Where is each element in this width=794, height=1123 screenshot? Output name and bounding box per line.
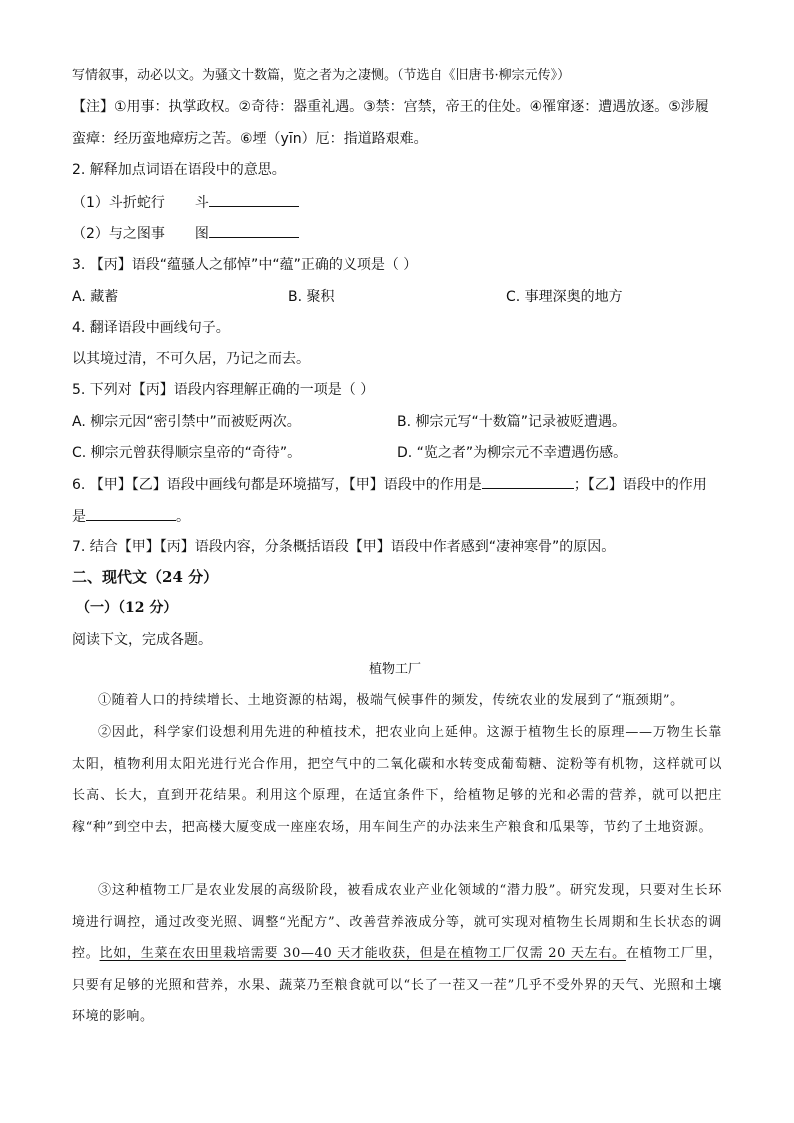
q3-option-a[interactable]: A. 藏蓄 — [72, 289, 119, 305]
note-line-2: 蛮瘴：经历蛮地瘴疠之苦。⑥堙（yīn）厄：指道路艰难。 — [72, 131, 428, 147]
q2-item2-prefix: （2）与之图事 — [72, 226, 165, 242]
q2-stem: 2. 解释加点词语在语段中的意思。 — [72, 162, 286, 178]
q6-line-1 — [72, 474, 707, 495]
q2-item-2 — [72, 223, 299, 244]
q5-option-d[interactable]: D. “览之者”为柳宗元不幸遭遇伤感。 — [397, 445, 628, 461]
subsection-heading: （一）（12 分） — [76, 600, 178, 616]
q4-stem: 4. 翻译语段中画线句子。 — [72, 320, 230, 336]
intro-tail: 写情叙事，动必以文。为骚文十数篇，览之者为之凄恻。（节选自《旧唐书·柳宗元传》） — [72, 68, 571, 83]
p3-text-b: 在植物工厂里，只要有足够的光照和营养，水果、蔬菜乃至粮食就可以“长了一茬又一茬”几乎不受外界的天气、光照和土壤环境的影响。 — [72, 946, 723, 1024]
q3-option-b[interactable]: B. 聚积 — [288, 289, 335, 305]
q6-text-a: 6. 【甲】【乙】语段中画线句都是环境描写，【甲】语段中的作用是 — [72, 477, 482, 493]
answer-blank[interactable] — [482, 474, 574, 489]
section-heading: 二、现代文（24 分） — [72, 568, 219, 586]
q5-option-b[interactable]: B. 柳宗元写“十数篇”记录被贬遭遇。 — [397, 414, 627, 430]
q6-text-c: 是 — [72, 509, 86, 525]
q2-item-1 — [72, 192, 299, 213]
article-paragraph-3 — [72, 875, 722, 1033]
p3-text-a: ③这种植物工厂是农业发展的高级阶段，被看成农业产业化领域的“潜力股”。研究发现，只要对生长环境进行调控，通过改变光照、调整“光配方”、改善营养液成分等，就可实现对植物生长周期和生长状态的调控。 — [72, 883, 722, 961]
q2-item2-word: 图 — [194, 226, 209, 242]
q3-option-c[interactable]: C. 事理深奥的地方 — [506, 289, 623, 305]
q5-stem: 5. 下列对【丙】语段内容理解正确的一项是（ ） — [72, 382, 375, 398]
q6-line-2 — [72, 506, 190, 527]
q3-stem: 3. 【丙】语段“蕴骚人之郁悼”中“蕴”正确的义项是（ ） — [72, 257, 418, 273]
answer-blank[interactable] — [209, 223, 299, 238]
q7-stem: 7. 结合【甲】【丙】语段内容，分条概括语段【甲】语段中作者感到“凄神寒骨”的原因。 — [72, 539, 616, 555]
instruction: 阅读下文，完成各题。 — [72, 632, 212, 648]
answer-blank[interactable] — [86, 506, 176, 521]
p3-underlined-sentence: 比如，生菜在农田里栽培需要 30—40 天才能收获，但是在植物工厂仅需 20 天左右。 — [99, 946, 626, 961]
q2-item1-word: 斗 — [194, 195, 209, 211]
q6-text-d: 。 — [176, 509, 190, 525]
article-title: 植物工厂 — [369, 662, 422, 677]
q5-option-c[interactable]: C. 柳宗元曾获得顺宗皇帝的“奇待”。 — [72, 445, 302, 461]
article-paragraph-2: ②因此，科学家们设想利用先进的种植技术，把农业向上延伸。这源于植物生长的原理——万物生长靠太阳，植物利用太阳光进行光合作用，把空气中的二氧化碳和水转变成葡萄糖、淀粉等有机物，这样就可以长高、长大，直到开花结果。利用这个原理，在适宜条件下，给植物足够的光和必需的营养，就可以把庄稼“种”到空中去，把高楼大厦变成一座座农场，用车间生产的办法来生产粮食和瓜果等，节约了土地资源。 — [72, 725, 722, 835]
q4-sentence: 以其境过清，不可久居，乃记之而去。 — [72, 351, 310, 367]
q2-item1-prefix: （1）斗折蛇行 — [72, 195, 165, 211]
note-line-1: 【注】①用事：执掌政权。②奇待：器重礼遇。③禁：宫禁，帝王的住处。④罹窜逐：遭遇放逐。⑤涉履 — [72, 99, 709, 115]
answer-blank[interactable] — [209, 192, 299, 207]
q5-option-a[interactable]: A. 柳宗元因“密引禁中”而被贬两次。 — [72, 414, 301, 430]
q6-text-b: ；【乙】语段中的作用 — [573, 477, 707, 493]
article-paragraph-1: ①随着人口的持续增长、土地资源的枯竭，极端气候事件的频发，传统农业的发展到了“瓶颈期”。 — [98, 693, 684, 708]
